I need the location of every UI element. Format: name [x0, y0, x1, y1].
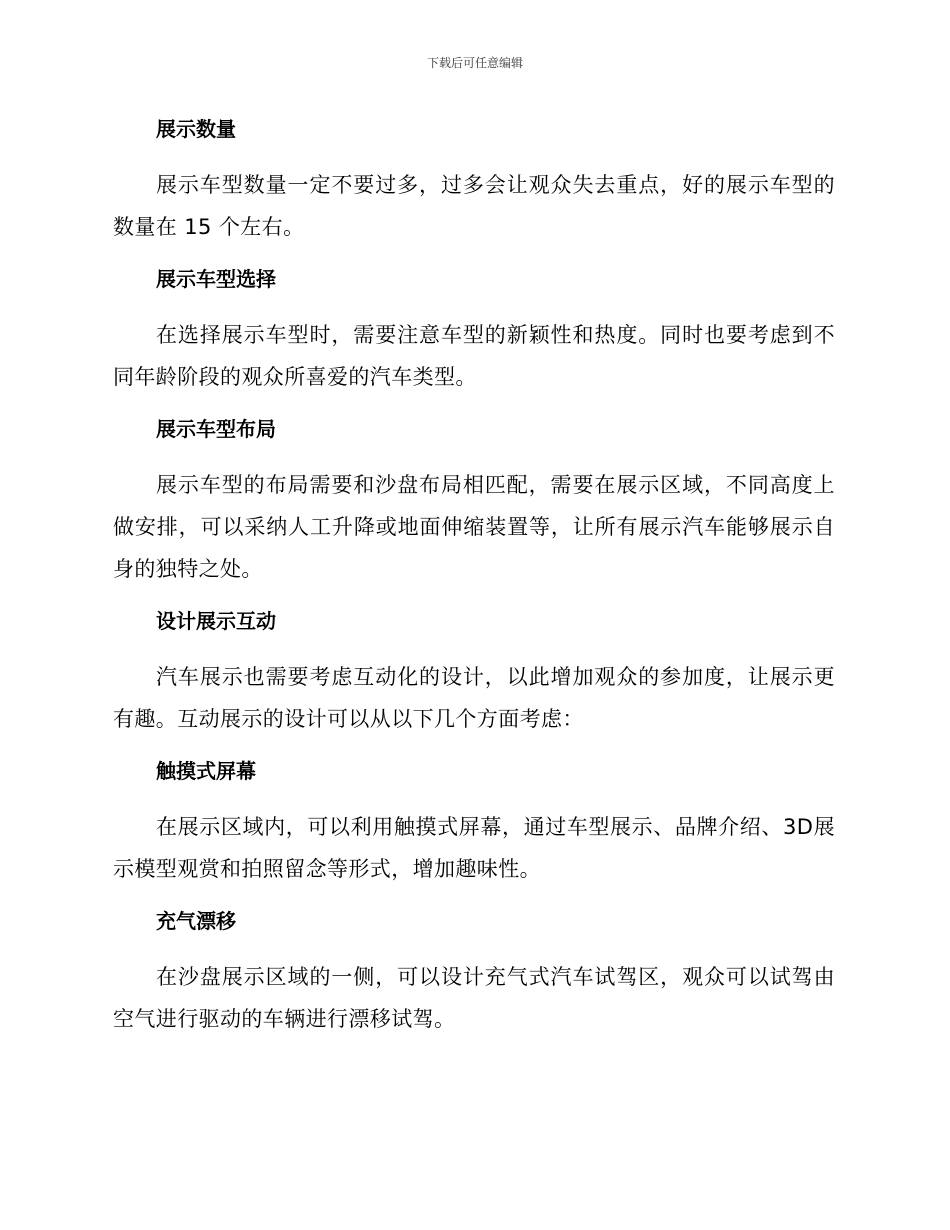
section-heading-model-selection: 展示车型选择	[156, 267, 276, 291]
document-body	[113, 112, 835, 1054]
section-paragraph-display-quantity: 展示车型数量一定不要过多，过多会让观众失去重点，好的展示车型的数量在 15 个左右。	[113, 173, 835, 239]
section-paragraph-touch-screen: 在展示区域内，可以利用触摸式屏幕，通过车型展示、品牌介绍、3D展示模型观赏和拍照留念等形式，增加趣味性。	[113, 815, 835, 881]
section-paragraph-interaction-design: 汽车展示也需要考虑互动化的设计，以此增加观众的参加度，让展示更有趣。互动展示的设计可以从以下几个方面考虑：	[113, 665, 835, 731]
section-paragraph-inflatable-drift: 在沙盘展示区域的一侧，可以设计充气式汽车试驾区，观众可以试驾由空气进行驱动的车辆进行漂移试驾。	[113, 965, 835, 1031]
section-heading-touch-screen: 触摸式屏幕	[156, 759, 256, 783]
page-header-note: 下载后可任意编辑	[426, 56, 523, 70]
section-heading-display-quantity: 展示数量	[156, 117, 236, 141]
section-heading-inflatable-drift: 充气漂移	[156, 909, 236, 933]
section-paragraph-model-layout: 展示车型的布局需要和沙盘布局相匹配，需要在展示区域，不同高度上做安排，可以采纳人工升降或地面伸缩装置等，让所有展示汽车能够展示自身的独特之处。	[113, 473, 835, 581]
section-paragraph-model-selection: 在选择展示车型时，需要注意车型的新颖性和热度。同时也要考虑到不同年龄阶段的观众所喜爱的汽车类型。	[113, 323, 835, 389]
section-heading-model-layout: 展示车型布局	[156, 417, 276, 441]
section-heading-interaction-design: 设计展示互动	[156, 609, 276, 633]
